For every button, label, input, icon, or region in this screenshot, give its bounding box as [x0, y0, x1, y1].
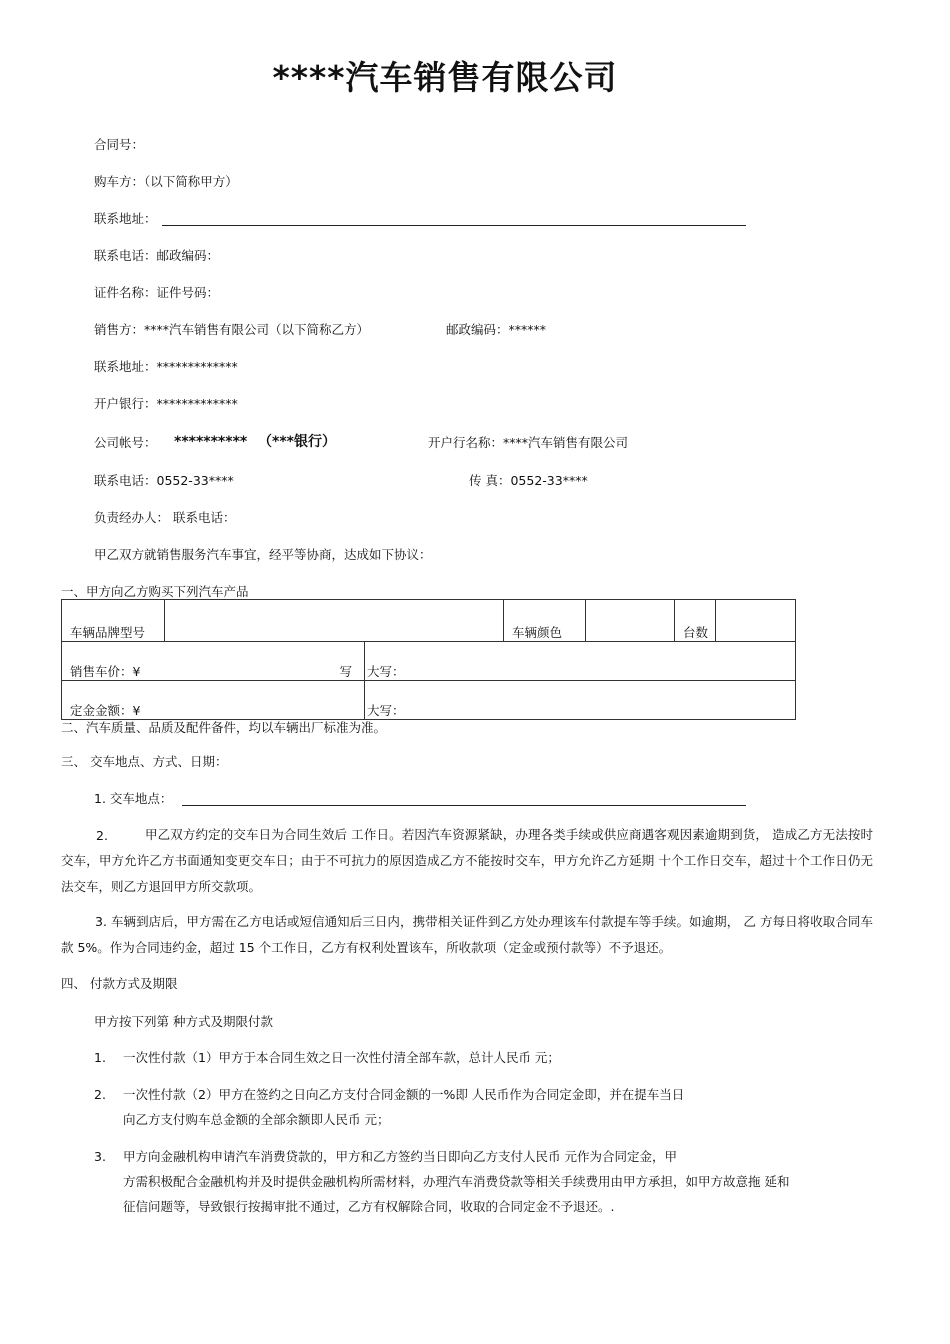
seller-fax: 传 真：0552-33****: [469, 473, 588, 488]
brand-label-cell: 车辆品牌型号: [62, 600, 165, 642]
color-value-cell[interactable]: [586, 600, 675, 642]
section3-heading: 三、 交车地点、方式、日期：: [61, 754, 228, 769]
payment3-line2: 方需积极配合金融机构并及时提供金融机构所需材料，办理汽车消费贷款等相关手续费用由甲方承担，如甲方故意拖 延和: [123, 1174, 790, 1189]
account-name: 开户行名称：****汽车销售有限公司: [428, 435, 629, 450]
seller-bank: 开户银行：*************: [94, 396, 238, 411]
seller-address: 联系地址：*************: [94, 359, 238, 374]
delivery-location-line: [182, 805, 746, 806]
payment3-number: 3.: [94, 1149, 106, 1164]
brand-value-cell[interactable]: [165, 600, 504, 642]
qty-value-cell[interactable]: [716, 600, 796, 642]
buyer-label: 购车方：（以下简称甲方）: [94, 174, 238, 189]
qty-label-cell: 台数: [675, 600, 716, 642]
page-title: ****汽车销售有限公司: [272, 58, 618, 97]
price-upper-cell: 大写：: [365, 642, 796, 681]
account-bank: （***银行）: [258, 434, 336, 450]
delivery-location-label: 1. 交车地点：: [94, 791, 173, 806]
section4-heading: 四、 付款方式及期限: [61, 976, 178, 991]
contract-number-label: 合同号：: [94, 137, 145, 152]
buyer-address-label: 联系地址：: [94, 211, 157, 226]
delivery-date-paragraph: 甲乙双方约定的交车日为合同生效后 工作日。若因汽车资源紧缺，办理各类手续或供应商遇客观因素逾期到货， 造成乙方无法按时交车，甲方允许乙方书面通知变更交车日；由于不可抗力的原因造成乙方不能按时交车，甲方允许乙方延期 十个工作日交车，超过十个工作日仍无法交车，则乙方退回甲方所交款项。: [61, 827, 873, 894]
price-label-cell: 销售车价：¥: [62, 642, 327, 681]
payment2-number: 2.: [94, 1087, 106, 1102]
seller-phone: 联系电话：0552-33****: [94, 473, 234, 488]
payment2-line1: 一次性付款（2）甲方在签约之日向乙方支付合同金额的一%即 人民币作为合同定金即，并在提车当日: [123, 1087, 685, 1102]
account-label: 公司帐号：: [94, 435, 157, 450]
agent-label: 负责经办人： 联系电话：: [94, 510, 236, 525]
buyer-address-line: [162, 225, 746, 226]
section1-heading: 一、甲方向乙方购买下列汽车产品: [61, 584, 249, 599]
payment1-number: 1.: [94, 1050, 106, 1065]
deposit-label-cell: 定金金额：¥: [62, 681, 365, 720]
seller-label: 销售方：****汽车销售有限公司（以下简称乙方）: [94, 322, 370, 337]
color-label-cell: 车辆颜色: [504, 600, 586, 642]
vehicle-table: [61, 599, 796, 720]
price-write-cell: 写: [327, 642, 365, 681]
payment-intro: 甲方按下列第 种方式及期限付款: [94, 1014, 273, 1029]
section2-text: 二、汽车质量、品质及配件备件，均以车辆出厂标准为准。: [61, 720, 387, 735]
payment3-line1: 甲方向金融机构申请汽车消费贷款的，甲方和乙方签约当日即向乙方支付人民币 元作为合同定金，甲: [123, 1149, 677, 1164]
payment3-line3: 征信问题等，导致银行按揭审批不通过，乙方有权解除合同，收取的合同定金不予退还。.: [123, 1199, 615, 1214]
intro-text: 甲乙双方就销售服务汽车事宜，经平等协商，达成如下协议：: [94, 547, 432, 562]
payment2-line2: 向乙方支付购车总金额的全部余额即人民币 元；: [123, 1112, 390, 1127]
buyer-phone-postcode-label: 联系电话：邮政编码：: [94, 248, 220, 263]
id-document-label: 证件名称：证件号码：: [94, 285, 220, 300]
pickup-paragraph: 3. 车辆到店后，甲方需在乙方电话或短信通知后三日内，携带相关证件到乙方处办理该车付款提车等手续。如逾期， 乙 方每日将收取合同车款 5%。作为合同违约金，超过 15 个工作日，乙方有权利处置该车，所收款项（定金或预付款等）不予退还。: [61, 914, 873, 955]
deposit-upper-cell: 大写：: [365, 681, 796, 720]
payment1-text: 一次性付款（1）甲方于本合同生效之日一次性付清全部车款，总计人民币 元；: [123, 1050, 560, 1065]
seller-postcode: 邮政编码：******: [446, 322, 547, 337]
item2-number: 2.: [96, 828, 108, 843]
account-number: **********: [174, 434, 248, 450]
